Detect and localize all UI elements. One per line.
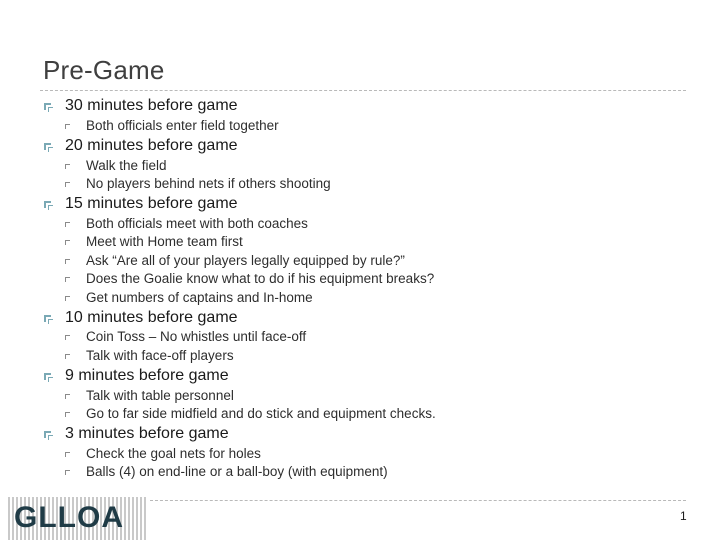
list-item: Both officials enter field together	[86, 118, 279, 133]
section-heading: 10 minutes before game	[65, 309, 238, 326]
list-item: Ask “Are all of your players legally equipped by rule?”	[86, 253, 405, 268]
list-item: Does the Goalie know what to do if his equipment breaks?	[86, 271, 435, 286]
footer-divider	[150, 500, 686, 501]
bullet-icon	[44, 103, 51, 110]
bullet-icon	[44, 315, 51, 322]
bullet-icon	[44, 431, 51, 438]
sub-bullet-icon	[65, 164, 70, 169]
sub-bullet-icon	[65, 240, 70, 245]
section-heading: 9 minutes before game	[65, 367, 229, 384]
bullet-icon	[44, 143, 51, 150]
sub-bullet-icon	[65, 354, 70, 359]
list-item: Walk the field	[86, 158, 167, 173]
logo: GLLOA	[14, 501, 124, 534]
list-item: Meet with Home team first	[86, 234, 243, 249]
title-divider	[40, 90, 686, 91]
sub-bullet-icon	[65, 452, 70, 457]
list-item: Talk with face-off players	[86, 348, 234, 363]
sub-bullet-icon	[65, 182, 70, 187]
list-item: Balls (4) on end-line or a ball-boy (with equipment)	[86, 464, 388, 479]
sub-bullet-icon	[65, 222, 70, 227]
list-item: Talk with table personnel	[86, 388, 234, 403]
sub-bullet-icon	[65, 296, 70, 301]
list-item: Coin Toss – No whistles until face-off	[86, 329, 307, 344]
slide-title: Pre-Game	[43, 55, 165, 85]
sub-bullet-icon	[65, 259, 70, 264]
bullet-icon	[44, 201, 51, 208]
list-item: Check the goal nets for holes	[86, 446, 261, 461]
sub-bullet-icon	[65, 470, 70, 475]
section-heading: 20 minutes before game	[65, 137, 238, 154]
sub-bullet-icon	[65, 277, 70, 282]
list-item: Both officials meet with both coaches	[86, 216, 308, 231]
sub-bullet-icon	[65, 124, 70, 129]
list-item: Go to far side midfield and do stick and equipment checks.	[86, 406, 436, 421]
list-item: No players behind nets if others shooting	[86, 176, 331, 191]
list-item: Get numbers of captains and In-home	[86, 290, 313, 305]
sub-bullet-icon	[65, 412, 70, 417]
sub-bullet-icon	[65, 394, 70, 399]
sub-bullet-icon	[65, 335, 70, 340]
section-heading: 15 minutes before game	[65, 195, 238, 212]
section-heading: 3 minutes before game	[65, 425, 229, 442]
section-heading: 30 minutes before game	[65, 97, 238, 114]
page-number: 1	[680, 509, 687, 523]
bullet-icon	[44, 373, 51, 380]
